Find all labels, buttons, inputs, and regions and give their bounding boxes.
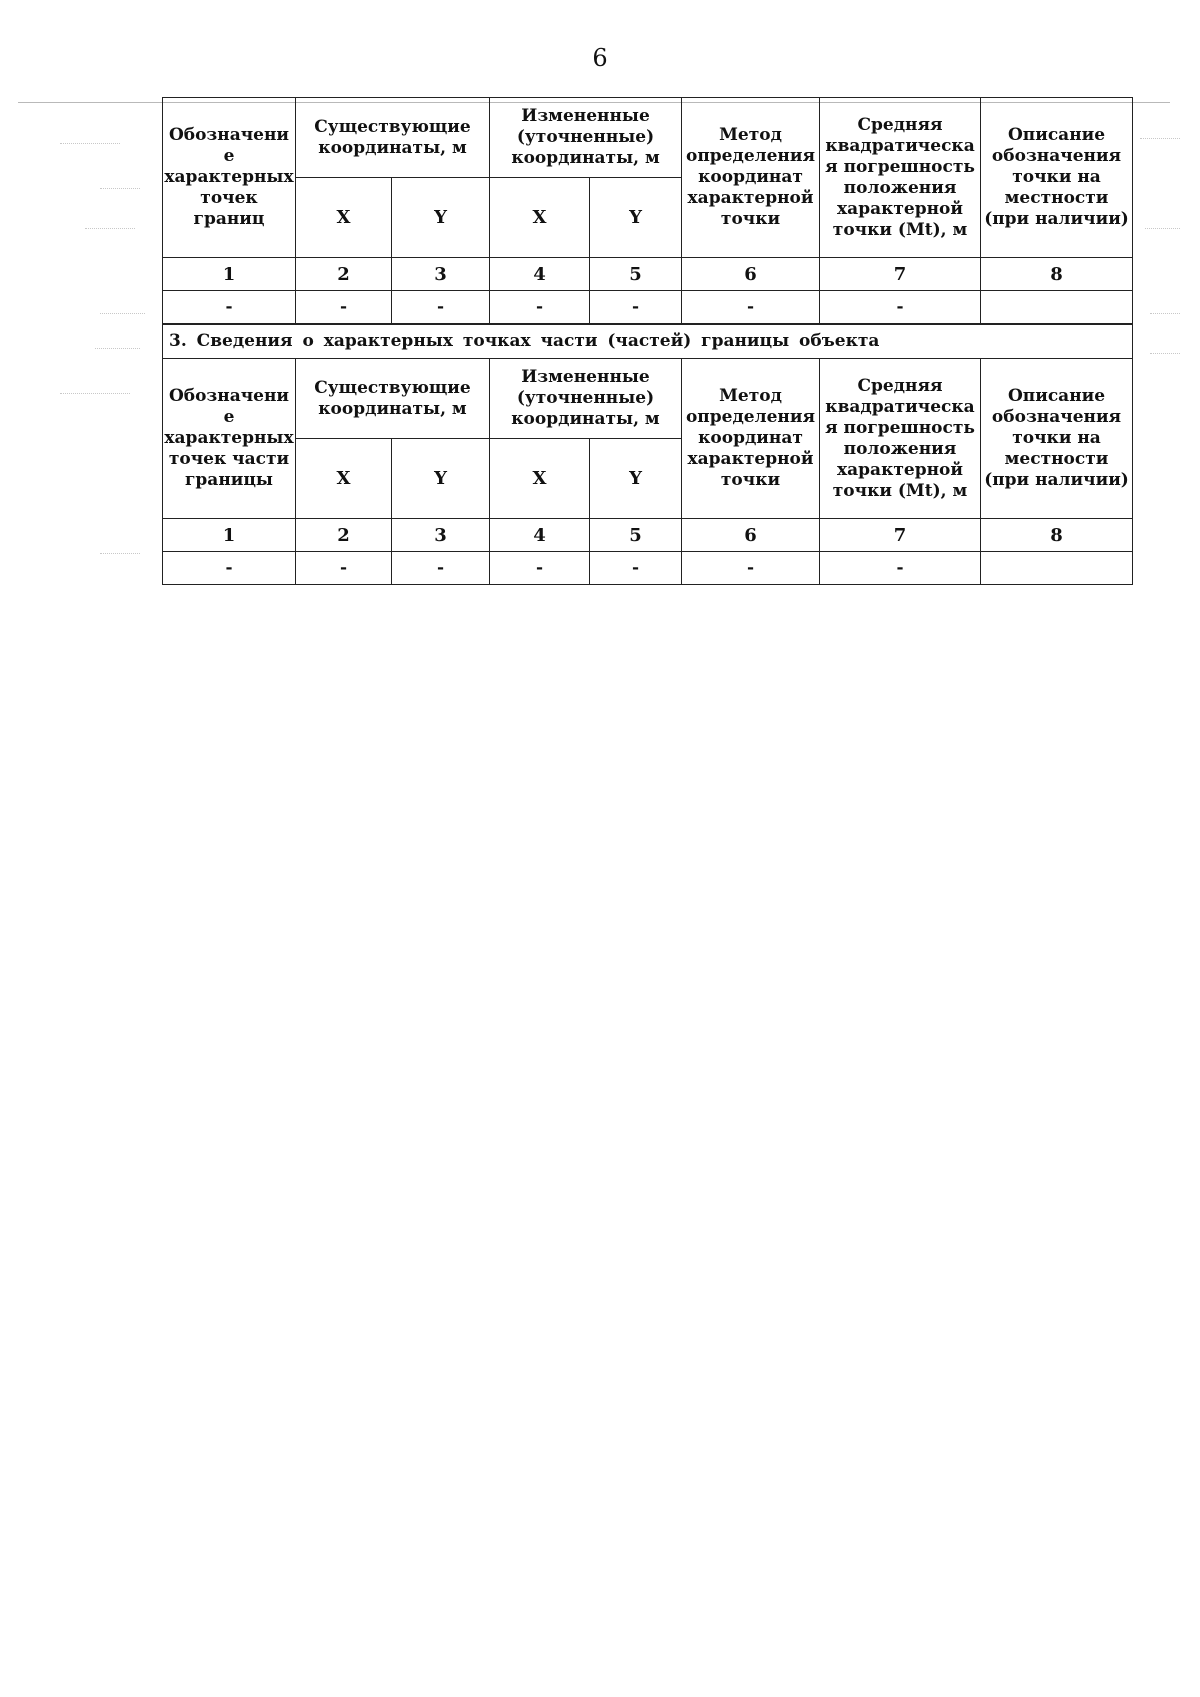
scan-artifact — [85, 228, 135, 229]
column-number: 4 — [490, 519, 590, 552]
header-existing-coordinates: Существующие координаты, м — [296, 98, 490, 178]
table-cell: - — [296, 291, 392, 324]
table-cell: - — [392, 291, 490, 324]
column-number: 3 — [392, 519, 490, 552]
header-point-designation: Обозначение характерных точек части границы — [163, 359, 296, 519]
header-method: Метод определения координат характерной точки — [682, 98, 820, 258]
page-number: 6 — [592, 44, 608, 72]
table-cell: - — [590, 552, 682, 585]
column-number: 5 — [590, 519, 682, 552]
scan-artifact — [1145, 228, 1180, 229]
table-cell: - — [163, 552, 296, 585]
table-cell: - — [682, 552, 820, 585]
header-description: Описание обозначения точки на местности (при наличии) — [981, 98, 1133, 258]
scan-artifact — [100, 313, 145, 314]
scan-artifact — [1150, 353, 1180, 354]
scan-artifact — [1150, 313, 1180, 314]
table-cell: - — [296, 552, 392, 585]
table-cell: - — [392, 552, 490, 585]
header-changed-coordinates: Измененные (уточненные) координаты, м — [490, 359, 682, 439]
column-number: 2 — [296, 258, 392, 291]
header-changed-y: Y — [590, 178, 682, 258]
table-cell: - — [590, 291, 682, 324]
header-point-designation: Обозначение характерных точек границ — [163, 98, 296, 258]
table-cell — [981, 291, 1133, 324]
scan-artifact — [1140, 138, 1180, 139]
scan-artifact — [100, 553, 140, 554]
column-number: 3 — [392, 258, 490, 291]
header-changed-y: Y — [590, 439, 682, 519]
table-cell: - — [490, 552, 590, 585]
table-cell: - — [490, 291, 590, 324]
column-numbers-row — [163, 258, 1133, 291]
column-number: 4 — [490, 258, 590, 291]
column-number: 6 — [682, 519, 820, 552]
table-cell — [981, 552, 1133, 585]
header-existing-y: Y — [392, 439, 490, 519]
table-row — [163, 291, 1133, 324]
header-existing-x: X — [296, 178, 392, 258]
column-number: 1 — [163, 519, 296, 552]
column-number: 7 — [820, 258, 981, 291]
table-cell: - — [820, 552, 981, 585]
table-row — [163, 552, 1133, 585]
header-existing-coordinates: Существующие координаты, м — [296, 359, 490, 439]
header-existing-y: Y — [392, 178, 490, 258]
table-cell: - — [163, 291, 296, 324]
table-cell: - — [820, 291, 981, 324]
scan-artifact — [95, 348, 140, 349]
header-changed-x: X — [490, 178, 590, 258]
part-boundary-points-table — [162, 324, 1133, 585]
table-cell: - — [682, 291, 820, 324]
boundary-points-table — [162, 97, 1133, 324]
section-3-title: 3. Сведения о характерных точках части (частей) границы объекта — [163, 325, 1133, 359]
scan-artifact — [100, 188, 140, 189]
column-number: 2 — [296, 519, 392, 552]
scan-artifact — [60, 143, 120, 144]
header-description: Описание обозначения точки на местности (при наличии) — [981, 359, 1133, 519]
column-number: 1 — [163, 258, 296, 291]
column-number: 5 — [590, 258, 682, 291]
header-method: Метод определения координат характерной точки — [682, 359, 820, 519]
header-mean-error: Средняя квадратическая погрешность положения характерной точки (Mt), м — [820, 98, 981, 258]
header-changed-coordinates: Измененные (уточненные) координаты, м — [490, 98, 682, 178]
column-number: 8 — [981, 258, 1133, 291]
column-number: 6 — [682, 258, 820, 291]
scan-artifact — [60, 393, 130, 394]
column-numbers-row — [163, 519, 1133, 552]
header-mean-error: Средняя квадратическая погрешность положения характерной точки (Mt), м — [820, 359, 981, 519]
header-changed-x: X — [490, 439, 590, 519]
header-existing-x: X — [296, 439, 392, 519]
column-number: 8 — [981, 519, 1133, 552]
column-number: 7 — [820, 519, 981, 552]
